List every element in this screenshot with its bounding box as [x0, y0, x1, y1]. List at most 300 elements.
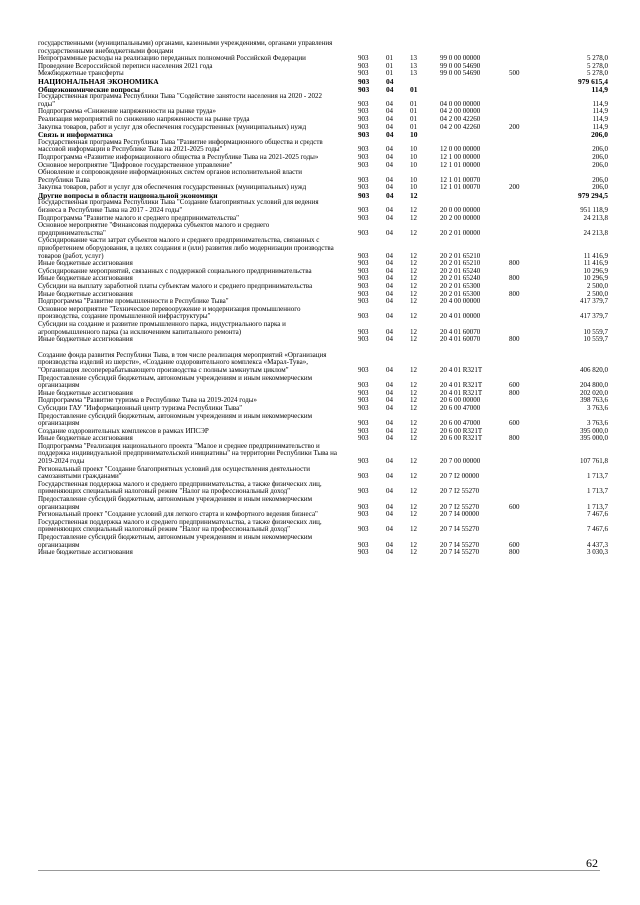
cell-pr: 12 — [410, 396, 417, 405]
cell-sum: 24 213,8 — [583, 213, 608, 222]
cell-cs: 20 4 01 R321T — [440, 381, 483, 390]
cell-rz: 04 — [386, 130, 394, 140]
cell-cs: 20 6 00 R321T — [440, 434, 483, 443]
cell-sum: 11 416,9 — [583, 251, 608, 260]
cell-cs: 12 1 01 00070 — [440, 175, 481, 184]
cell-pr: 01 — [410, 122, 417, 131]
row-name: Закупка товаров, работ и услуг для обеспечения государственных (муниципальных) нужд — [38, 183, 307, 192]
table-row — [38, 336, 608, 344]
cell-rz: 04 — [386, 266, 393, 275]
cell-pr: 01 — [410, 84, 418, 94]
cell-vr: 600 — [509, 540, 520, 549]
cell-cs: 12 1 00 00000 — [440, 152, 481, 161]
cell-pr: 10 — [410, 175, 417, 184]
row-codes — [38, 124, 608, 132]
table-row — [38, 93, 608, 108]
cell-sum: 5 278,0 — [587, 54, 608, 63]
row-name: Непрограммные расходы на реализацию переданных полномочий Российской Федерации — [38, 54, 306, 63]
cell-pr: 12 — [410, 282, 417, 290]
row-name: Иные бюджетные ассигнования — [38, 289, 133, 298]
row-name: Закупка товаров, работ и услуг для обеспечения государственных (муниципальных) нужд — [38, 122, 307, 131]
cell-min: 903 — [358, 61, 369, 70]
cell-min: 903 — [358, 107, 369, 116]
cell-min: 903 — [358, 457, 369, 466]
cell-pr: 12 — [410, 190, 418, 200]
row-name: Общеэкономические вопросы — [38, 84, 140, 94]
cell-rz: 04 — [386, 457, 393, 466]
row-name: НАЦИОНАЛЬНАЯ ЭКОНОМИКА — [38, 76, 159, 86]
cell-sum: 206,0 — [592, 145, 608, 154]
cell-sum: 10 559,7 — [583, 327, 608, 336]
cell-cs: 99 0 00 54690 — [440, 61, 481, 70]
cell-cs: 20 7 I2 00000 — [440, 472, 480, 481]
row-name: Основное мероприятие "Финансовая поддержка субъектов малого и среднего предпринимательства" — [38, 221, 270, 237]
row-name: Иные бюджетные ассигнования — [38, 434, 133, 443]
cell-min: 903 — [358, 426, 369, 435]
table-row — [38, 375, 608, 390]
table-row — [38, 222, 608, 237]
table-row — [38, 519, 608, 534]
cell-cs: 12 0 00 00000 — [440, 145, 481, 154]
cell-sum: 395 000,0 — [580, 426, 608, 435]
row-name: Иные бюджетные ассигнования — [38, 259, 133, 268]
footer-rule — [38, 870, 600, 871]
row-name: Иные бюджетные ассигнования — [38, 388, 133, 397]
cell-vr: 200 — [509, 122, 520, 131]
cell-sum: 7 467,6 — [587, 525, 608, 534]
cell-sum: 10 296,9 — [583, 274, 608, 283]
cell-min: 903 — [358, 396, 369, 405]
cell-sum: 3 763,6 — [587, 419, 608, 428]
row-codes — [38, 549, 608, 557]
cell-pr: 12 — [410, 266, 417, 275]
cell-cs: 20 2 01 65300 — [440, 289, 481, 298]
row-name: Предоставление субсидий бюджетным, автономным учреждениям и иным некоммерческим организациям — [38, 373, 313, 390]
cell-cs: 20 4 01 60070 — [440, 335, 481, 344]
cell-rz: 04 — [386, 365, 393, 374]
table-row — [38, 40, 608, 55]
cell-cs: 12 1 01 00000 — [440, 160, 481, 169]
cell-sum: 206,0 — [592, 183, 608, 192]
cell-rz: 04 — [386, 487, 393, 496]
cell-sum: 979 294,5 — [578, 190, 608, 200]
cell-cs: 20 6 00 47000 — [440, 419, 481, 428]
cell-min: 903 — [358, 388, 369, 397]
row-name: Подпрограмма "Развитие туризма в Республике Тыва на 2019-2024 годы» — [38, 396, 258, 405]
row-name: Межбюджетные трансферты — [38, 69, 124, 78]
cell-pr: 12 — [410, 388, 417, 397]
cell-min: 903 — [358, 327, 369, 336]
cell-pr: 12 — [410, 206, 417, 215]
cell-sum: 10 559,7 — [583, 335, 608, 344]
cell-cs: 20 2 01 65300 — [440, 282, 481, 290]
cell-cs: 04 2 00 42260 — [440, 114, 481, 123]
row-name: Государственная поддержка малого и среднего предпринимательства, а также физических лиц, применяющих специальный налоговый режим "Налог на профессиональный доход" — [38, 479, 322, 496]
cell-pr: 12 — [410, 312, 417, 321]
cell-sum: 7 467,6 — [587, 510, 608, 519]
cell-min: 903 — [358, 160, 369, 169]
cell-pr: 12 — [410, 472, 417, 481]
cell-pr: 12 — [410, 548, 417, 557]
cell-sum: 1 713,7 — [587, 487, 608, 496]
cell-min: 903 — [358, 502, 369, 511]
row-name: Субсидии ГАУ "Информационный центр туризма Республики Тыва" — [38, 403, 243, 412]
cell-pr: 12 — [410, 228, 417, 237]
cell-sum: 114,9 — [591, 84, 608, 94]
cell-sum: 114,9 — [592, 107, 608, 116]
cell-pr: 12 — [410, 457, 417, 466]
row-name: Создание фонда развития Республики Тыва, в том числе реализация мероприятий «Организация производства изделий из шерсти», «Создание оздоровительного комплекса «Марал-Тува», "Организация лесоперерабатывающего производства с полным замкнутым циклом" — [38, 350, 327, 374]
cell-rz: 04 — [386, 107, 393, 116]
row-name: Основное мероприятие "Техническое перевооружение и модернизация промышленного производства, создание промышленной инфраструктуры" — [38, 304, 301, 321]
cell-cs: 20 7 I4 00000 — [440, 510, 480, 519]
cell-sum: 406 820,0 — [580, 365, 608, 374]
cell-pr: 12 — [410, 426, 417, 435]
row-name: Предоставление субсидий бюджетным, автономным учреждениям и иным некоммерческим организациям — [38, 533, 313, 549]
cell-pr: 10 — [410, 152, 417, 161]
cell-min: 903 — [358, 206, 369, 215]
cell-rz: 04 — [386, 525, 393, 534]
cell-min: 903 — [358, 381, 369, 390]
cell-min: 903 — [358, 251, 369, 260]
row-name: Подпрограмма "Развитие промышленности в Республике Тыва" — [38, 297, 229, 306]
row-name: Государственная программа Республики Тыва "Содействие занятости населения на 2020 - 2022 годы" — [38, 92, 323, 108]
row-name: Государственная программа Республики Тыва "Создание благоприятных условий для ведения бизнеса в Республике Тыва на 2017 - 2024 годы" — [38, 198, 319, 215]
cell-rz: 04 — [386, 403, 393, 412]
cell-vr: 800 — [509, 274, 520, 283]
cell-sum: 11 416,9 — [583, 259, 608, 268]
budget-table — [38, 40, 608, 557]
cell-rz: 04 — [386, 183, 393, 192]
cell-rz: 04 — [386, 122, 393, 131]
cell-rz: 01 — [386, 54, 393, 63]
cell-min: 903 — [358, 365, 369, 374]
row-name: Подпрограмма "Развитие малого и среднего предпринимательства" — [38, 213, 239, 222]
cell-cs: 20 2 01 65240 — [440, 266, 481, 275]
cell-rz: 04 — [386, 289, 393, 298]
cell-sum: 24 213,8 — [583, 228, 608, 237]
cell-sum: 107 761,8 — [580, 457, 608, 466]
cell-min: 903 — [358, 274, 369, 283]
cell-pr: 12 — [410, 540, 417, 549]
cell-min: 903 — [358, 259, 369, 268]
cell-vr: 800 — [509, 289, 520, 298]
cell-min: 903 — [358, 152, 369, 161]
cell-min: 903 — [358, 175, 369, 184]
cell-cs: 04 2 00 00000 — [440, 107, 481, 116]
cell-sum: 114,9 — [592, 122, 608, 131]
cell-pr: 12 — [410, 289, 417, 298]
row-name: Иные бюджетные ассигнования — [38, 548, 133, 557]
cell-pr: 13 — [410, 69, 417, 78]
cell-rz: 01 — [386, 69, 393, 78]
cell-sum: 2 500,0 — [587, 282, 608, 290]
table-row — [38, 124, 608, 132]
cell-min: 903 — [358, 228, 369, 237]
cell-vr: 500 — [509, 69, 520, 78]
cell-min: 903 — [358, 183, 369, 192]
cell-pr: 12 — [410, 259, 417, 268]
cell-pr: 10 — [410, 183, 417, 192]
cell-cs: 20 2 01 65210 — [440, 251, 481, 260]
table-row — [38, 481, 608, 496]
cell-min: 903 — [358, 282, 369, 290]
cell-sum: 398 763,6 — [580, 396, 608, 405]
cell-cs: 20 7 I4 55270 — [440, 525, 480, 534]
cell-min: 903 — [358, 130, 370, 140]
table-row — [38, 139, 608, 154]
cell-sum: 114,9 — [592, 114, 608, 123]
cell-pr: 12 — [410, 487, 417, 496]
cell-min: 903 — [358, 190, 370, 200]
row-name: Субсидирование части затрат субъектов малого и среднего предпринимательства, связанных с приобретением оборудования, в целях создания и (или) развития либо модернизации производства товаров (работ, услуг) — [38, 236, 334, 260]
cell-rz: 04 — [386, 396, 393, 405]
row-name: Предоставление субсидий бюджетным, автономным учреждениям и иным некоммерческим организациям — [38, 411, 313, 428]
cell-sum: 4 437,3 — [587, 540, 608, 549]
row-name: Подпрограмма "Реализация национального проекта "Малое и среднее предпринимательство и поддержка индивидуальной предпринимательской инициативы" на территории Республики Тыва на 2019-2024 годы — [38, 441, 338, 466]
cell-sum: 5 278,0 — [587, 69, 608, 78]
cell-rz: 04 — [386, 251, 393, 260]
cell-cs: 99 0 00 54690 — [440, 69, 481, 78]
table-row — [38, 352, 608, 375]
row-codes — [38, 336, 608, 344]
row-name: Подпрограмма «Снижение напряженности на рынке труда» — [38, 107, 216, 116]
row-name: Обновление и сопровождение информационных систем органов исполнительной власти Республики Тыва — [38, 168, 303, 184]
cell-cs: 20 2 01 65210 — [440, 259, 481, 268]
cell-vr: 800 — [509, 388, 520, 397]
row-name: Подпрограмма «Развитие информационного общества в Республике Тыва на 2021-2025 годы» — [38, 152, 319, 161]
cell-vr: 800 — [509, 434, 520, 443]
cell-min: 903 — [358, 312, 369, 321]
cell-rz: 04 — [386, 160, 393, 169]
cell-vr: 800 — [509, 259, 520, 268]
cell-pr: 12 — [410, 297, 417, 306]
cell-cs: 04 0 00 00000 — [440, 99, 481, 108]
cell-rz: 04 — [386, 175, 393, 184]
cell-min: 903 — [358, 76, 370, 86]
cell-rz: 04 — [386, 419, 393, 428]
row-name: Иные бюджетные ассигнования — [38, 274, 133, 283]
cell-vr: 600 — [509, 419, 520, 428]
cell-rz: 04 — [386, 297, 393, 306]
cell-pr: 13 — [410, 54, 417, 63]
cell-min: 903 — [358, 419, 369, 428]
row-name: Другие вопросы в области национальной экономики — [38, 190, 218, 200]
cell-cs: 20 7 I2 55270 — [440, 487, 480, 496]
cell-rz: 04 — [386, 213, 393, 222]
cell-vr: 600 — [509, 381, 520, 390]
cell-cs: 20 7 I2 55270 — [440, 502, 480, 511]
row-name: Субсидии на создание и развитие промышленного парка, индустриального парка и агропромышленного парка (за исключением капитального ремонта) — [38, 319, 286, 336]
cell-min: 903 — [358, 213, 369, 222]
cell-min: 903 — [358, 289, 369, 298]
cell-pr: 10 — [410, 145, 417, 154]
row-name: Региональный проект "Создание благоприятных условий для осуществления деятельности самозанятыми гражданами" — [38, 464, 311, 481]
cell-cs: 20 7 I4 55270 — [440, 548, 480, 557]
cell-pr: 12 — [410, 403, 417, 412]
table-row — [38, 169, 608, 184]
cell-sum: 2 500,0 — [587, 289, 608, 298]
cell-pr: 12 — [410, 502, 417, 511]
cell-pr: 01 — [410, 99, 417, 108]
cell-sum: 204 800,0 — [580, 381, 608, 390]
cell-pr: 10 — [410, 130, 418, 140]
cell-pr: 12 — [410, 213, 417, 222]
cell-sum: 417 379,7 — [580, 297, 608, 306]
row-name: Предоставление субсидий бюджетным, автономным учреждениям и иным некоммерческим организациям — [38, 495, 313, 511]
cell-cs: 04 2 00 42260 — [440, 122, 481, 131]
table-row — [38, 321, 608, 336]
cell-vr: 600 — [509, 502, 520, 511]
cell-pr: 12 — [410, 434, 417, 443]
cell-rz: 04 — [386, 312, 393, 321]
cell-cs: 12 1 01 00070 — [440, 183, 481, 192]
row-name: Субсидирование мероприятий, связанных с поддержкой социального предпринимательства — [38, 266, 312, 275]
cell-cs: 20 6 00 00000 — [440, 396, 481, 405]
cell-min: 903 — [358, 145, 369, 154]
table-row — [38, 237, 608, 260]
row-name: Основное мероприятие "Цифровое государственное управление" — [38, 160, 233, 169]
cell-cs: 20 4 01 60070 — [440, 327, 481, 336]
cell-rz: 04 — [386, 145, 393, 154]
cell-cs: 20 6 00 R321T — [440, 426, 483, 435]
cell-min: 903 — [358, 434, 369, 443]
cell-sum: 1 713,7 — [587, 502, 608, 511]
cell-rz: 04 — [386, 99, 393, 108]
cell-sum: 10 296,9 — [583, 266, 608, 275]
cell-vr: 200 — [509, 183, 520, 192]
cell-cs: 20 4 01 R321T — [440, 365, 483, 374]
cell-pr: 01 — [410, 107, 417, 116]
cell-rz: 04 — [386, 274, 393, 283]
cell-rz: 04 — [386, 206, 393, 215]
cell-cs: 20 7 I4 55270 — [440, 540, 480, 549]
table-row — [38, 496, 608, 511]
cell-rz: 04 — [386, 282, 393, 290]
cell-min: 903 — [358, 510, 369, 519]
cell-min: 903 — [358, 548, 369, 557]
cell-rz: 04 — [386, 335, 393, 344]
cell-sum: 5 278,0 — [587, 61, 608, 70]
cell-cs: 20 2 01 00000 — [440, 228, 481, 237]
cell-rz: 04 — [386, 152, 393, 161]
row-name: Реализация мероприятий по снижению напряженности на рынке труда — [38, 114, 250, 123]
cell-sum: 3 763,6 — [587, 403, 608, 412]
cell-pr: 12 — [410, 419, 417, 428]
cell-rz: 04 — [386, 259, 393, 268]
cell-vr: 800 — [509, 548, 520, 557]
cell-pr: 12 — [410, 327, 417, 336]
cell-min: 903 — [358, 114, 369, 123]
cell-rz: 01 — [386, 61, 393, 70]
table-row — [38, 534, 608, 549]
cell-min: 903 — [358, 69, 369, 78]
cell-rz: 04 — [386, 426, 393, 435]
row-name: Связь и информатика — [38, 130, 113, 140]
table-row — [38, 466, 608, 481]
cell-sum: 979 615,4 — [578, 76, 608, 86]
cell-pr: 13 — [410, 61, 417, 70]
cell-min: 903 — [358, 297, 369, 306]
cell-rz: 04 — [386, 472, 393, 481]
cell-sum: 951 118,9 — [580, 206, 608, 215]
cell-rz: 04 — [386, 540, 393, 549]
cell-cs: 20 7 00 00000 — [440, 457, 481, 466]
cell-pr: 12 — [410, 510, 417, 519]
table-row — [38, 443, 608, 466]
row-name: Региональный проект "Создание условий для легкого старта и комфортного ведения бизнеса" — [38, 510, 318, 519]
row-name: Субсидии на выплату заработной платы субъектам малого и среднего предпринимательства — [38, 282, 313, 290]
cell-sum: 206,0 — [591, 130, 608, 140]
cell-rz: 04 — [386, 434, 393, 443]
cell-pr: 10 — [410, 160, 417, 169]
row-name: Иные бюджетные ассигнования — [38, 335, 133, 344]
cell-sum: 3 030,3 — [587, 548, 608, 557]
table-row — [38, 549, 608, 557]
row-name: государственными (муниципальными) органами, казенными учреждениями, органами управления государственными внебюджетными фондами — [38, 39, 333, 55]
cell-cs: 20 6 00 47000 — [440, 403, 481, 412]
cell-min: 903 — [358, 99, 369, 108]
cell-sum: 206,0 — [592, 160, 608, 169]
cell-min: 903 — [358, 54, 369, 63]
cell-rz: 04 — [386, 502, 393, 511]
cell-rz: 04 — [386, 84, 394, 94]
cell-cs: 20 2 00 00000 — [440, 213, 481, 222]
cell-rz: 04 — [386, 114, 393, 123]
cell-sum: 395 000,0 — [580, 434, 608, 443]
cell-cs: 20 4 00 00000 — [440, 297, 481, 306]
cell-rz: 04 — [386, 381, 393, 390]
cell-rz: 04 — [386, 388, 393, 397]
table-row — [38, 413, 608, 428]
cell-pr: 12 — [410, 251, 417, 260]
cell-sum: 114,9 — [592, 99, 608, 108]
cell-min: 903 — [358, 525, 369, 534]
cell-sum: 202 020,0 — [580, 388, 608, 397]
cell-sum: 206,0 — [592, 152, 608, 161]
cell-rz: 04 — [386, 548, 393, 557]
cell-min: 903 — [358, 84, 370, 94]
cell-min: 903 — [358, 487, 369, 496]
cell-min: 903 — [358, 335, 369, 344]
cell-cs: 20 2 01 65240 — [440, 274, 481, 283]
row-name: Проведение Всероссийской переписи населения 2021 года — [38, 61, 213, 70]
cell-min: 903 — [358, 540, 369, 549]
cell-rz: 04 — [386, 190, 394, 200]
cell-pr: 12 — [410, 365, 417, 374]
row-name: Государственная программа Республики Тыва "Развитие информационного общества и средств массовой информации в Республике Тыва на 2021-2025 годы" — [38, 137, 323, 154]
cell-cs: 20 0 00 00000 — [440, 206, 481, 215]
cell-pr: 12 — [410, 274, 417, 283]
cell-cs: 99 0 00 00000 — [440, 54, 481, 63]
row-name: Создание оздоровительных комплексов в рамках ИПСЭР — [38, 426, 209, 435]
cell-sum: 417 379,7 — [580, 312, 608, 321]
cell-cs: 20 4 01 00000 — [440, 312, 481, 321]
cell-rz: 04 — [386, 76, 394, 86]
table-row — [38, 306, 608, 321]
cell-min: 903 — [358, 266, 369, 275]
cell-sum: 1 713,7 — [587, 472, 608, 481]
cell-sum: 206,0 — [592, 175, 608, 184]
cell-pr: 12 — [410, 525, 417, 534]
cell-vr: 800 — [509, 335, 520, 344]
row-name: Государственная поддержка малого и среднего предпринимательства, а также физических лиц, применяющих специальный налоговый режим "Налог на профессиональный доход" — [38, 517, 322, 534]
cell-pr: 12 — [410, 335, 417, 344]
cell-min: 903 — [358, 122, 369, 131]
cell-min: 903 — [358, 403, 369, 412]
page-number: 62 — [586, 856, 598, 870]
cell-rz: 04 — [386, 228, 393, 237]
